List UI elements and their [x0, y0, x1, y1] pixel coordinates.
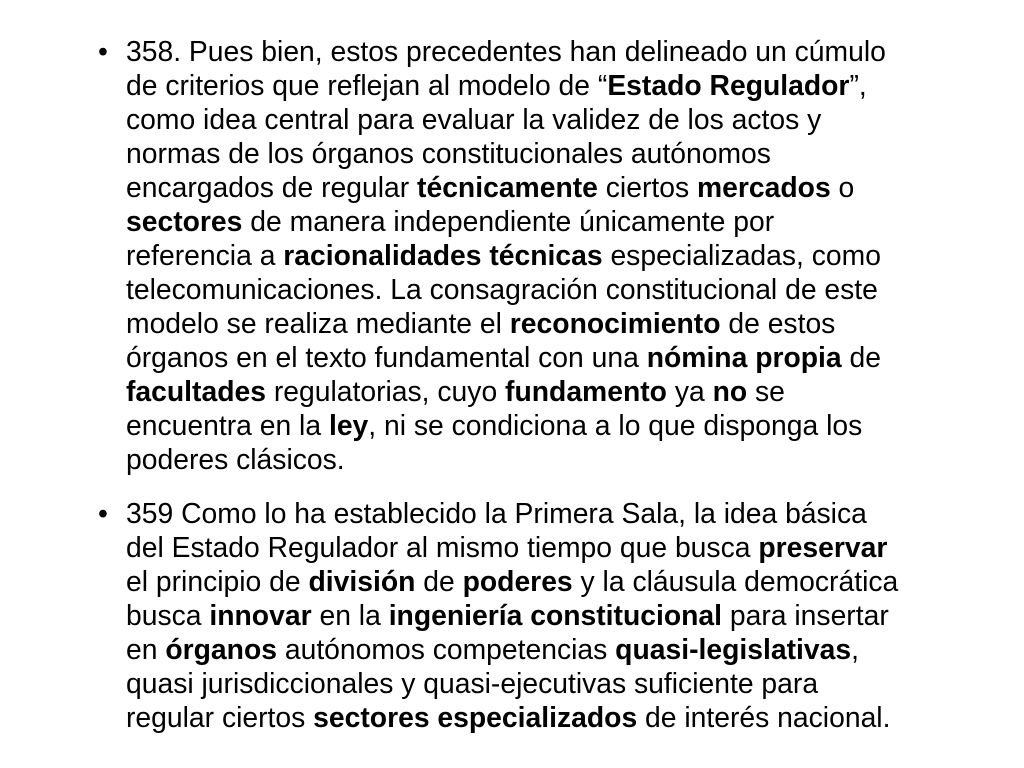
text-segment: o — [830, 171, 855, 203]
bold-text: división — [308, 565, 416, 597]
bullet-dot-icon: • — [98, 35, 108, 67]
text-segment: de — [415, 565, 463, 597]
text-line — [126, 598, 994, 632]
text-segment: 359 Como lo ha establecido la Primera Sala, la idea básica — [126, 497, 867, 529]
text-line — [126, 530, 994, 564]
bold-text: reconocimiento — [509, 307, 721, 339]
text-segment: se — [747, 375, 785, 407]
text-line — [126, 340, 994, 374]
text-line — [126, 136, 994, 170]
text-segment: modelo se realiza mediante el — [126, 307, 510, 339]
text-line — [126, 632, 994, 666]
bold-text: preservar — [758, 531, 888, 563]
text-segment: encuentra en la — [126, 409, 329, 441]
text-segment: de — [841, 341, 882, 373]
text-line — [126, 34, 994, 68]
text-segment: de interés nacional. — [637, 701, 891, 733]
text-segment: especializadas, como — [602, 239, 881, 271]
bold-text: sectores — [126, 205, 243, 237]
text-segment: encargados de regular — [126, 171, 418, 203]
text-segment: y la cláusula democrática — [572, 565, 899, 597]
text-line — [126, 496, 994, 530]
text-segment: normas de los órganos constitucionales autónomos — [126, 137, 771, 169]
bullet-paragraph — [0, 34, 1024, 476]
text-line — [126, 68, 994, 102]
text-segment: autónomos competencias — [276, 633, 616, 665]
text-line — [126, 564, 994, 598]
text-line — [126, 442, 994, 476]
bold-text: innovar — [209, 599, 312, 631]
text-line — [126, 204, 994, 238]
bullet-list — [0, 34, 1024, 734]
text-segment: ciertos — [597, 171, 697, 203]
text-segment: quasi jurisdiccionales y quasi-ejecutivas suficiente para — [126, 667, 819, 699]
bold-text: ley — [328, 409, 369, 441]
text-segment: en — [126, 633, 166, 665]
text-line — [126, 170, 994, 204]
text-segment: regular ciertos — [126, 701, 314, 733]
text-segment: de manera independiente únicamente por — [242, 205, 775, 237]
bold-text: facultades — [126, 375, 266, 407]
bold-text: órganos — [165, 633, 277, 665]
bullet-dot-icon: • — [98, 497, 108, 529]
bold-text: técnicamente — [417, 171, 598, 203]
bold-text: no — [712, 375, 748, 407]
text-segment: de estos — [720, 307, 836, 339]
text-segment: como idea central para evaluar la validez de los actos y — [126, 103, 822, 135]
text-segment: de criterios que reflejan al modelo de “ — [126, 69, 608, 101]
bold-text: ingeniería constitucional — [388, 599, 723, 631]
text-segment: busca — [126, 599, 210, 631]
bold-text: poderes — [462, 565, 573, 597]
bold-text: nómina propia — [646, 341, 842, 373]
text-line — [126, 102, 994, 136]
text-segment: , ni se condiciona a lo que disponga los — [368, 409, 863, 441]
text-segment: en la — [311, 599, 389, 631]
text-line — [126, 700, 994, 734]
bold-text: quasi-legislativas — [615, 633, 852, 665]
text-segment: 358. Pues bien, estos precedentes han delineado un cúmulo — [126, 35, 886, 67]
text-segment: ya — [666, 375, 713, 407]
text-segment: del Estado Regulador al mismo tiempo que busca — [126, 531, 759, 563]
bullet-paragraph — [0, 496, 1024, 734]
text-line — [126, 408, 994, 442]
text-line — [126, 272, 994, 306]
text-segment: para insertar — [722, 599, 889, 631]
bold-text: fundamento — [505, 375, 667, 407]
bold-text: mercados — [696, 171, 831, 203]
text-segment: telecomunicaciones. La consagración constitucional de este — [126, 273, 878, 305]
text-line — [126, 666, 994, 700]
text-segment: poderes clásicos. — [126, 443, 345, 475]
text-line — [126, 306, 994, 340]
text-segment: el principio de — [126, 565, 309, 597]
text-segment: , — [851, 633, 859, 665]
text-line — [126, 238, 994, 272]
text-segment: regulatorias, cuyo — [265, 375, 506, 407]
text-segment: órganos en el texto fundamental con una — [126, 341, 647, 373]
bold-text: sectores especializados — [313, 701, 638, 733]
bold-text: racionalidades técnicas — [283, 239, 603, 271]
bold-text: Estado Regulador — [607, 69, 850, 101]
text-segment: ”, — [849, 69, 867, 101]
text-segment: referencia a — [126, 239, 284, 271]
text-line — [126, 374, 994, 408]
